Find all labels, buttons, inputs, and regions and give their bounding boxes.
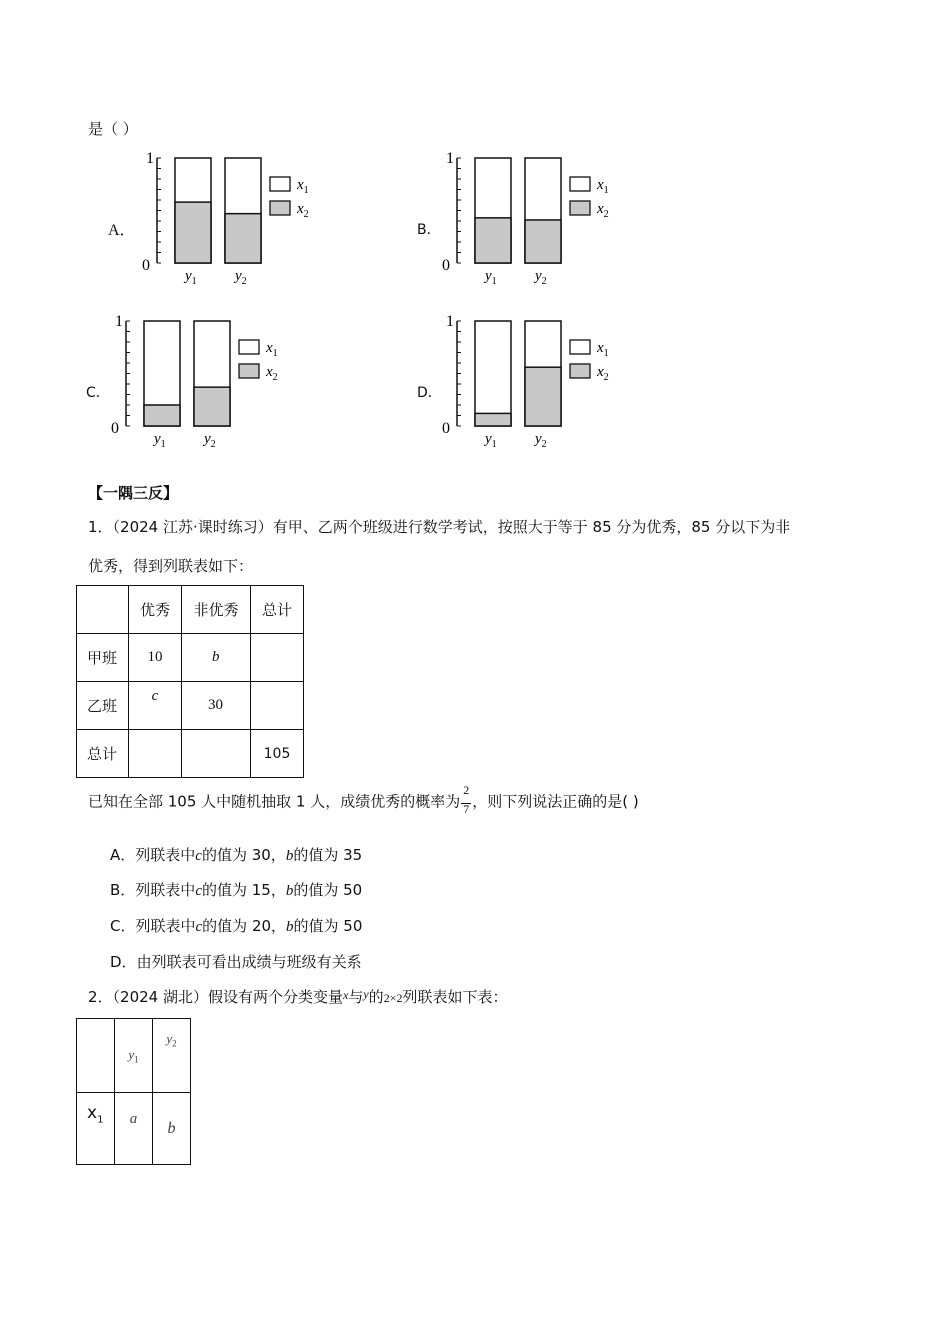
- y-axis-label-bottom: 0: [442, 257, 450, 274]
- q1-option-d[interactable]: [110, 951, 362, 972]
- question-stem-tail: 是（ ）: [88, 120, 138, 138]
- table-cell: b: [153, 1093, 191, 1165]
- bar-x2-segment: [525, 220, 561, 263]
- table-cell: 30: [182, 682, 251, 730]
- q2-text: 的: [368, 988, 384, 1006]
- q2-var-y: y: [363, 987, 369, 1001]
- q2-text: 与: [348, 988, 364, 1006]
- chart-option-label: A．: [108, 222, 136, 239]
- legend-label: $x_1$: [597, 177, 609, 196]
- stacked-bar-chart: [440, 145, 680, 285]
- category-subscript: 1: [491, 439, 497, 448]
- legend-swatch: [270, 177, 290, 191]
- legend-swatch: [570, 177, 590, 191]
- q1-line1: [88, 516, 790, 537]
- bar-x2-segment: [175, 202, 211, 263]
- y-axis-label-top: 1: [446, 150, 454, 167]
- legend-subscript: 1: [303, 185, 309, 196]
- y-axis-label-top: 1: [115, 313, 123, 330]
- table-header-cell: 总计: [251, 586, 304, 634]
- option-var: b: [286, 919, 294, 935]
- fraction: [460, 783, 472, 817]
- chart-option-label: C．: [86, 385, 110, 401]
- option-text: 由列联表可看出成绩与班级有关系: [136, 953, 362, 971]
- category-label: $y_1$: [485, 268, 497, 285]
- legend-swatch: [570, 364, 590, 378]
- fraction-denominator: 7: [463, 802, 470, 816]
- fraction-numerator: 2: [463, 783, 470, 797]
- y-axis-label-top: 1: [146, 150, 154, 167]
- category-label: $y_2$: [204, 431, 216, 448]
- y-axis-label-bottom: 0: [111, 420, 119, 437]
- category-subscript: 1: [191, 276, 197, 285]
- category-subscript: 2: [241, 276, 247, 285]
- option-text: 的值为 35: [293, 846, 363, 864]
- category-label: $y_2$: [235, 268, 247, 285]
- option-label: B．: [110, 881, 136, 899]
- q2-text: 列联表如下表：: [402, 988, 508, 1006]
- table-header-cell: [115, 1019, 153, 1093]
- table-header-cell: 优秀: [129, 586, 182, 634]
- option-text: 的值为 30，: [201, 846, 286, 864]
- bar-x2-segment: [194, 387, 230, 426]
- chart-option-label: B．: [417, 222, 441, 238]
- category-subscript: 1: [160, 439, 166, 448]
- option-text: 列联表中: [135, 881, 196, 899]
- q1-stem-after: ，则下列说法正确的是( ): [472, 792, 639, 811]
- category-subscript: 2: [541, 439, 547, 448]
- bar-x2-segment: [225, 214, 261, 263]
- category-subscript: 1: [491, 276, 497, 285]
- legend-subscript: 1: [272, 348, 278, 359]
- option-var: c: [195, 883, 202, 899]
- q2-text: （2024 湖北）假设有两个分类变量: [112, 988, 343, 1006]
- q2-dims: 2×2: [383, 991, 403, 1005]
- table-row-label: 乙班: [77, 682, 129, 730]
- table-cell: [251, 634, 304, 682]
- table-cell: c: [129, 682, 182, 730]
- category-label: $y_1$: [154, 431, 166, 448]
- legend-swatch: [570, 201, 590, 215]
- y-axis-label-top: 1: [446, 313, 454, 330]
- q2-contingency-table: [76, 1018, 191, 1165]
- q1-stem: [88, 783, 639, 817]
- table-cell: [251, 682, 304, 730]
- table-cell: b: [182, 634, 251, 682]
- y-axis-label-bottom: 0: [442, 420, 450, 437]
- table-header-cell: 非优秀: [182, 586, 251, 634]
- header-sub: 1: [134, 1054, 139, 1065]
- section-title: 【一隅三反】: [88, 484, 179, 502]
- legend-label: $x_2$: [266, 364, 278, 383]
- option-label: D．: [110, 953, 137, 971]
- q2-number: 2．: [88, 988, 113, 1006]
- legend-swatch: [270, 201, 290, 215]
- table-cell: [182, 730, 251, 778]
- q1-option-c[interactable]: [110, 915, 362, 936]
- q1-contingency-table: [76, 585, 304, 778]
- category-label: $y_1$: [485, 431, 497, 448]
- legend-swatch: [239, 340, 259, 354]
- legend-label: $x_1$: [266, 340, 278, 359]
- stacked-bar-chart: [109, 308, 349, 448]
- option-text: 的值为 20，: [202, 917, 287, 935]
- bar-x1-segment: [475, 321, 511, 426]
- legend-swatch: [239, 364, 259, 378]
- table-cell: 105: [251, 730, 304, 778]
- table-row-label: [77, 1093, 115, 1165]
- category-subscript: 2: [541, 276, 547, 285]
- legend-subscript: 2: [303, 209, 309, 220]
- stacked-bar-chart: [440, 308, 680, 448]
- legend-subscript: 2: [603, 209, 609, 220]
- q1-text: （2024 江苏·课时练习）有甲、乙两个班级进行数学考试，按照大于等于 85 分为优秀，85 分以下为非: [112, 518, 791, 536]
- option-text: 的值为 15，: [201, 881, 286, 899]
- table-header-cell: [77, 586, 129, 634]
- category-label: $y_1$: [185, 268, 197, 285]
- table-corner-cell: [77, 1019, 115, 1093]
- header-sub: 2: [172, 1038, 177, 1049]
- option-text: 列联表中: [135, 846, 196, 864]
- legend-swatch: [570, 340, 590, 354]
- bar-x2-segment: [144, 405, 180, 426]
- option-text: 的值为 50: [293, 881, 363, 899]
- category-label: $y_2$: [535, 431, 547, 448]
- q1-option-a[interactable]: [110, 844, 362, 865]
- q2-var-x: x: [343, 988, 349, 1002]
- stacked-bar-chart: [140, 145, 380, 285]
- row-var: x: [87, 1103, 98, 1123]
- option-text: 列联表中: [135, 917, 196, 935]
- header-var: y: [128, 1046, 135, 1062]
- table-cell: 10: [129, 634, 182, 682]
- category-label: $y_2$: [535, 268, 547, 285]
- q2-stem: [88, 986, 507, 1007]
- legend-label: $x_2$: [597, 364, 609, 383]
- option-text: 的值为 50: [293, 917, 363, 935]
- bar-x2-segment: [475, 413, 511, 426]
- legend-subscript: 1: [603, 185, 609, 196]
- table-header-cell: [153, 1019, 191, 1093]
- category-subscript: 2: [210, 439, 216, 448]
- chart-option-label: D．: [417, 385, 442, 401]
- option-var: c: [195, 919, 203, 935]
- legend-label: $x_2$: [297, 201, 309, 220]
- option-label: C．: [110, 917, 136, 935]
- option-var: b: [285, 848, 294, 864]
- bar-x2-segment: [475, 218, 511, 263]
- legend-subscript: 2: [272, 372, 278, 383]
- header-var: y: [166, 1031, 173, 1046]
- table-row-label: 总计: [77, 730, 129, 778]
- table-row-label: 甲班: [77, 634, 129, 682]
- option-var: b: [285, 883, 294, 899]
- table-cell: [129, 730, 182, 778]
- q1-number: 1．: [88, 518, 113, 536]
- q1-stem-before: 已知在全部 105 人中随机抽取 1 人，成绩优秀的概率为: [88, 792, 461, 811]
- q1-line2: 优秀，得到列联表如下：: [88, 557, 254, 575]
- legend-subscript: 1: [603, 348, 609, 359]
- bar-x2-segment: [525, 367, 561, 426]
- table-cell: a: [115, 1093, 153, 1165]
- option-label: A．: [110, 846, 136, 864]
- q1-option-b[interactable]: [110, 879, 362, 900]
- legend-subscript: 2: [603, 372, 609, 383]
- row-sub: 1: [97, 1114, 104, 1126]
- legend-label: $x_2$: [597, 201, 609, 220]
- option-var: c: [195, 848, 202, 864]
- y-axis-label-bottom: 0: [142, 257, 150, 274]
- legend-label: $x_1$: [297, 177, 309, 196]
- legend-label: $x_1$: [597, 340, 609, 359]
